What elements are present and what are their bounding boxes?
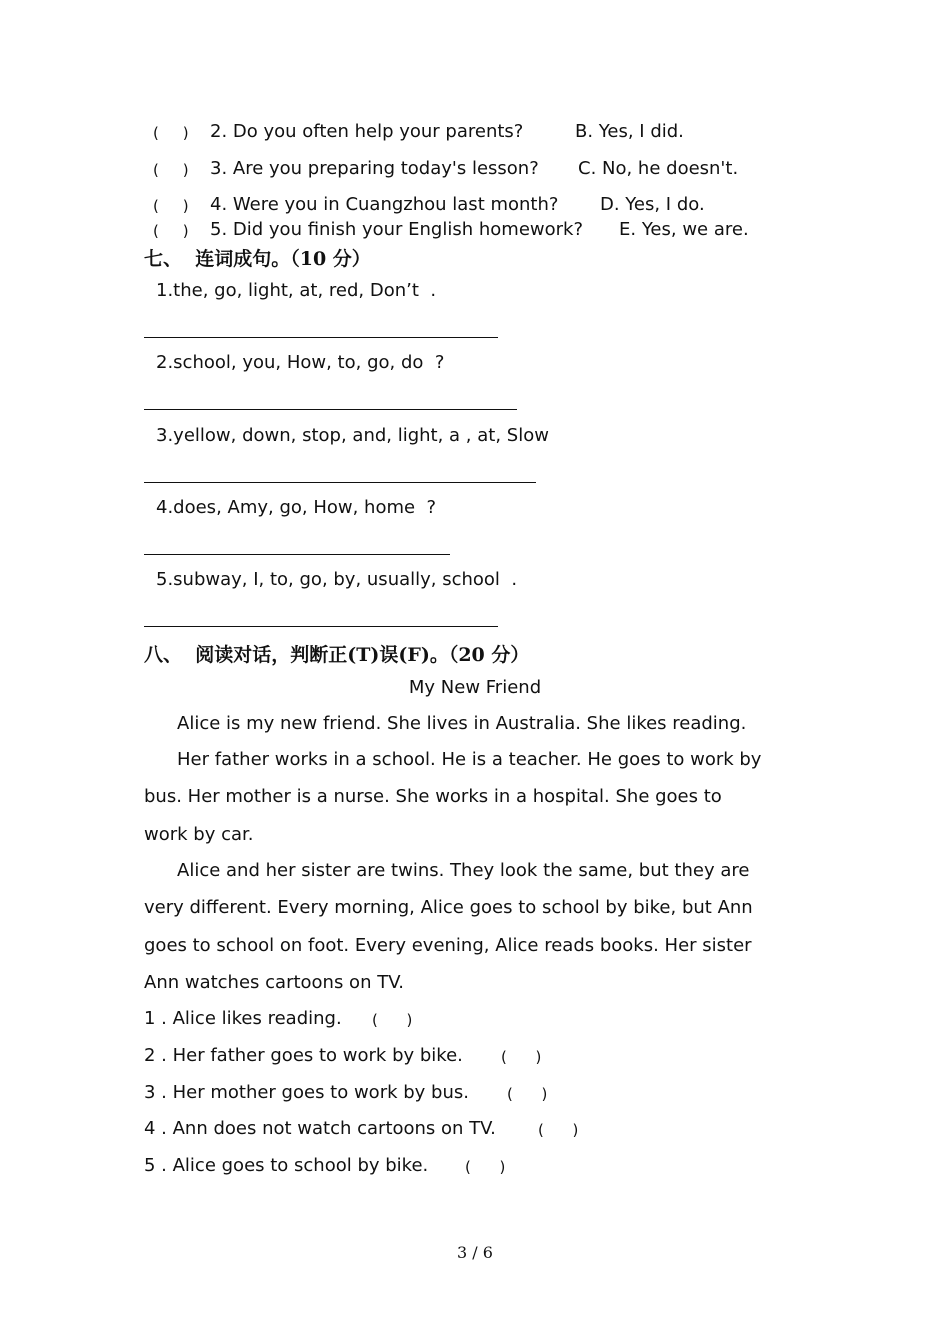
tf-question: 3 . Her mother goes to work by bus.	[144, 1082, 469, 1103]
answer-line[interactable]	[144, 409, 517, 410]
tf-question: 1 . Alice likes reading.	[144, 1008, 342, 1029]
answer-line[interactable]	[144, 482, 536, 483]
matching-answer: B. Yes, I did.	[575, 121, 684, 142]
passage-title: My New Friend	[408, 677, 542, 698]
answer-paren[interactable]: ( )	[507, 1085, 548, 1103]
answer-paren[interactable]: ( )	[372, 1011, 413, 1029]
passage-line: goes to school on foot. Every evening, Alice reads books. Her sister	[144, 935, 752, 956]
sentence-prompt: 3.yellow, down, stop, and, light, a , at, Slow	[156, 425, 549, 446]
section-8-heading: 八、 阅读对话，判断正(T)误(F)。（20 分）	[144, 644, 530, 666]
tf-question: 5 . Alice goes to school by bike.	[144, 1155, 429, 1176]
answer-paren[interactable]: ( )	[465, 1158, 506, 1176]
page-number: 3 / 6	[457, 1243, 493, 1262]
matching-question: 2. Do you often help your parents?	[210, 121, 524, 142]
tf-question: 4 . Ann does not watch cartoons on TV.	[144, 1118, 496, 1139]
matching-answer: C. No, he doesn't.	[578, 158, 739, 179]
matching-question: 4. Were you in Cuangzhou last month?	[210, 194, 559, 215]
answer-paren[interactable]: ( )	[153, 161, 189, 179]
section-7-heading: 七、 连词成句。（10 分）	[144, 248, 371, 270]
matching-question: 3. Are you preparing today's lesson?	[210, 158, 539, 179]
answer-paren[interactable]: ( )	[153, 222, 189, 240]
matching-answer: D. Yes, I do.	[600, 194, 705, 215]
passage-line: Her father works in a school. He is a teacher. He goes to work by	[177, 749, 762, 770]
answer-paren[interactable]: ( )	[153, 197, 189, 215]
passage-line: Alice and her sister are twins. They look the same, but they are	[177, 860, 750, 881]
matching-answer: E. Yes, we are.	[619, 219, 749, 240]
sentence-prompt: 4.does, Amy, go, How, home ?	[156, 497, 437, 518]
tf-question: 2 . Her father goes to work by bike.	[144, 1045, 463, 1066]
answer-paren[interactable]: ( )	[538, 1121, 579, 1139]
answer-paren[interactable]: ( )	[501, 1048, 542, 1066]
matching-question: 5. Did you finish your English homework?	[210, 219, 584, 240]
passage-paragraph-1: Alice is my new friend. She lives in Australia. She likes reading.	[177, 713, 747, 734]
answer-line[interactable]	[144, 626, 498, 627]
answer-paren[interactable]: ( )	[153, 124, 189, 142]
sentence-prompt: 1.the, go, light, at, red, Don’t .	[156, 280, 437, 301]
sentence-prompt: 2.school, you, How, to, go, do ?	[156, 352, 445, 373]
passage-line: Ann watches cartoons on TV.	[144, 972, 404, 993]
passage-line: work by car.	[144, 824, 254, 845]
passage-line: very different. Every morning, Alice goes to school by bike, but Ann	[144, 897, 753, 918]
sentence-prompt: 5.subway, I, to, go, by, usually, school .	[156, 569, 518, 590]
answer-line[interactable]	[144, 554, 450, 555]
passage-line: bus. Her mother is a nurse. She works in a hospital. She goes to	[144, 786, 722, 807]
answer-line[interactable]	[144, 337, 498, 338]
